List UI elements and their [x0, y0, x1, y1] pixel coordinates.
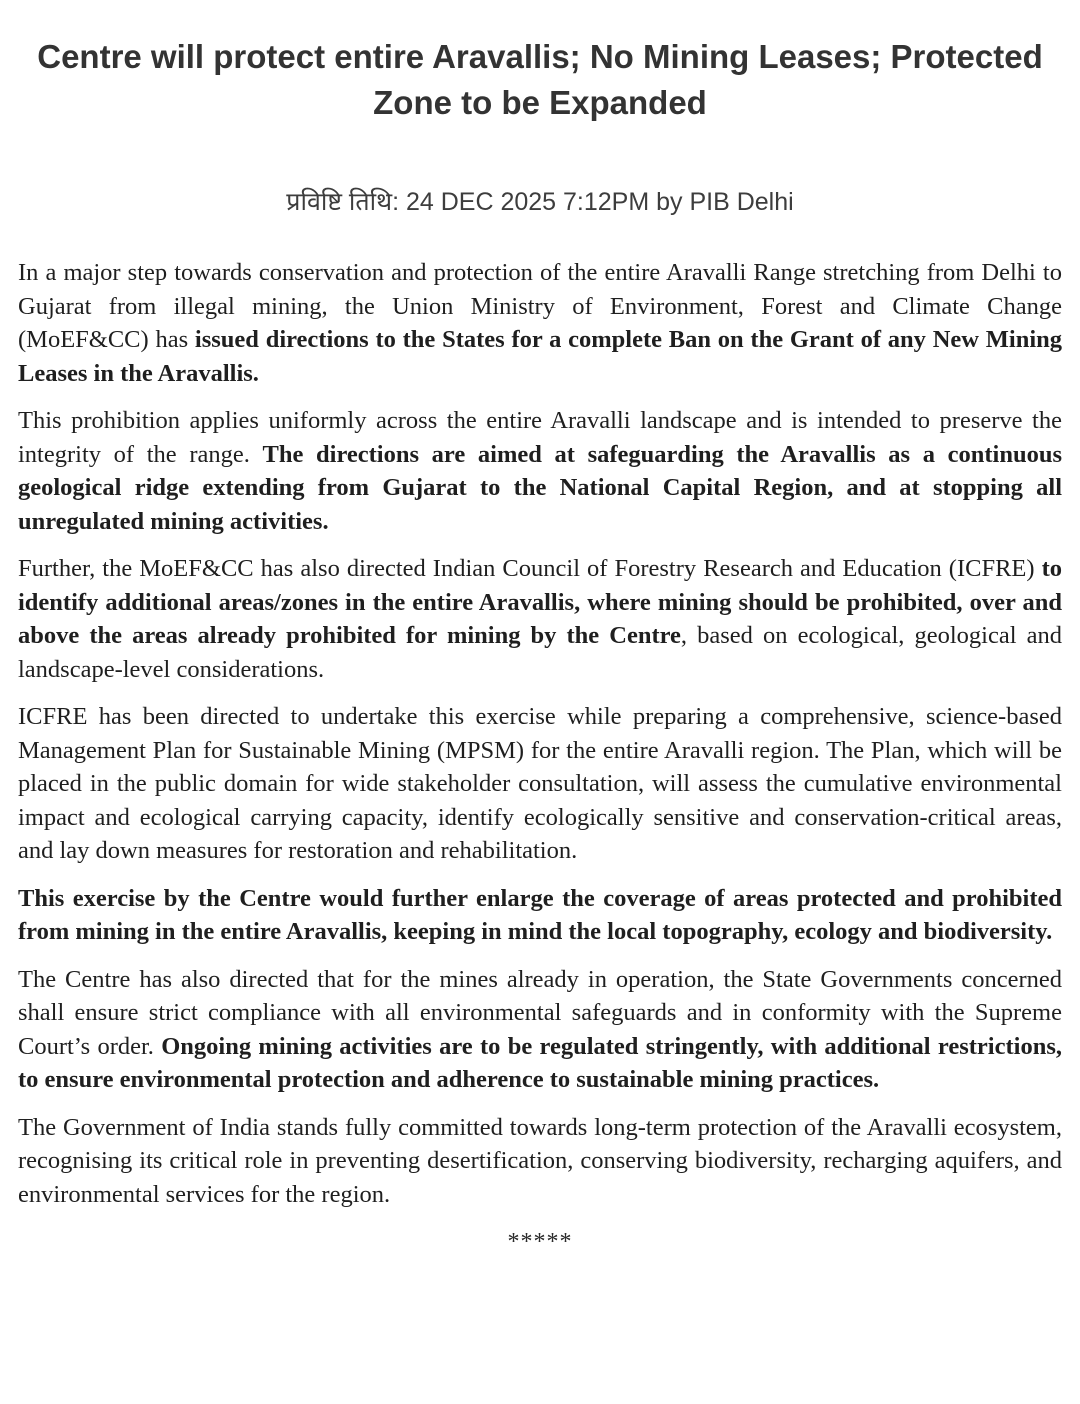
text-run-bold: This exercise by the Centre would further enlarge the coverage of areas protected and prohibited from mining in the entire Aravallis, keeping in mind the local topography, ecology and biodiversity.: [18, 884, 1062, 946]
text-run-bold: issued directions to the States for a complete Ban on the Grant of any New Mining Leases in the Aravallis.: [18, 326, 1062, 387]
page-title: Centre will protect entire Aravallis; No Mining Leases; Protected Zone to be Expanded: [37, 38, 1043, 122]
text-run: This prohibition applies uniformly across the entire Aravalli landscape and is intended to preserve the integrity of the range.: [18, 407, 1062, 468]
text-run: Further, the MoEF&CC has also directed Indian Council of Forestry Research and Education (ICFRE): [18, 555, 1042, 583]
end-of-release-marker: *****: [507, 1229, 573, 1256]
paragraph: [18, 882, 1062, 949]
text-run: The Government of India stands fully committed towards long-term protection of the Aravalli ecosystem, recognising its critical role in preventing desertification, conserving biodiversity, recharging aquifers, and environmental services for the region.: [18, 1113, 1062, 1208]
text-run-bold: to identify additional areas/zones in the entire Aravallis, where mining should be prohibited, over and above the areas already prohibited for mining by the Centre: [18, 555, 1062, 650]
paragraph: [18, 256, 1062, 390]
text-run: ICFRE has been directed to undertake this exercise while preparing a comprehensive, science-based Management Plan for Sustainable Mining (MPSM) for the entire Aravalli region. The Plan, which will be placed in the public domain for wide stakeholder consultation, will assess the cumulative environmental impact and ecological carrying capacity, identify ecologically sensitive and conservation-critical areas, and lay down measures for restoration and rehabilitation.: [18, 703, 1062, 865]
paragraph: [18, 552, 1062, 686]
paragraph: [18, 404, 1062, 538]
text-run-bold: Ongoing mining activities are to be regulated stringently, with additional restrictions, to ensure environmental protection and adherence to sustainable mining practices.: [18, 1032, 1062, 1094]
article-body: [18, 256, 1062, 1211]
dateline: प्रविष्टि तिथि: 24 DEC 2025 7:12PM by PIB Delhi: [286, 188, 794, 217]
paragraph: [18, 1111, 1062, 1212]
paragraph: [18, 963, 1062, 1097]
text-run: The Centre has also directed that for the mines already in operation, the State Governments concerned shall ensure strict compliance with all environmental safeguards and in conformity with the Supreme Court’s order.: [18, 965, 1062, 1060]
paragraph: [18, 700, 1062, 868]
text-run: , based on ecological, geological and landscape-level considerations.: [18, 622, 1062, 683]
text-run: In a major step towards conservation and protection of the entire Aravalli Range stretching from Delhi to Gujarat from illegal mining, the Union Ministry of Environment, Forest and Climate Change (MoEF&CC) has: [18, 259, 1062, 354]
text-run-bold: The directions are aimed at safeguarding the Aravallis as a continuous geological ridge extending from Gujarat to the National Capital Region, and at stopping all unregulated mining activities.: [18, 440, 1062, 535]
